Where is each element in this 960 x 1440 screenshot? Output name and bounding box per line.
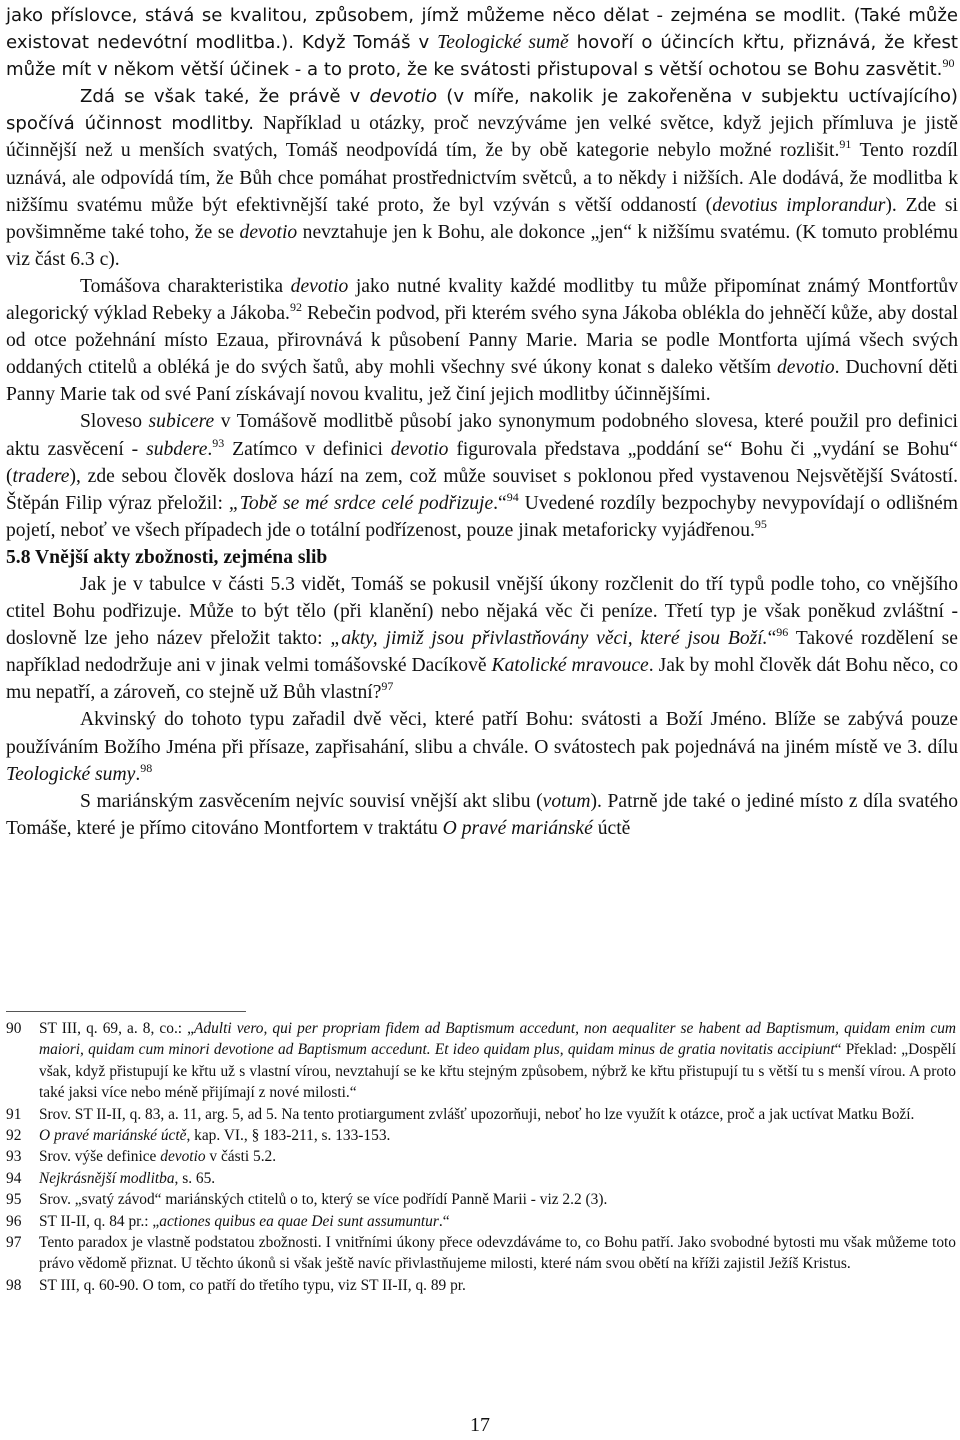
main-text xyxy=(6,0,958,842)
footnote-91: 91 Srov. ST II-II, q. 83, a. 11, arg. 5, ad 5. Na tento protiargument zvlášť upozorňuji, neboť ho lze využít k otázce, proč a jak uctívat Matku Boží. xyxy=(6,1105,915,1123)
paragraph-5: Jak je v tabulce v části 5.3 vidět, Tomáš se pokusil vnější úkony rozčlenit do tří typů podle toho, co vnějšího ctitel Bohu podřizuje. Může to být tělo (při klanění) nebo nějaká věc či peníze. Třetí typ je však poněkud zvláštní - doslovně lze jeho název přeložit takto: „akty, jimiž jsou přivlastňovány věci, které jsou Boží.“$^{96}$ Takové rozdělení se například nedodržuje ani v jinak velmi tomášovské Dacíkově Katolické mravouce. Jak by mohl člověk dát Bohu něco, co mu nepatří, a zároveň, co stejně už Bůh vlastní?$^{97}$ xyxy=(6,573,958,704)
footnote-93: 93 Srov. výše definice devotio v části 5.2. xyxy=(6,1148,277,1166)
paragraph-7: S mariánským zasvěcením nejvíc souvisí vnější akt slibu (votum). Patrně jde také o jediné místo z díla svatého Tomáše, které je přímo citováno Montfortem v traktátu O pravé mariánské úctě xyxy=(6,790,958,839)
footnote-98: 98 ST III, q. 60-90. O tom, co patří do třetího typu, viz ST II-II, q. 89 pr. xyxy=(6,1276,466,1294)
page-number: 17 xyxy=(470,1414,490,1436)
section-heading: 5.8 Vnější akty zbožnosti, zejména slib xyxy=(6,546,328,568)
footnote-ref-90[interactable]: 90 xyxy=(942,56,955,71)
paragraph-4: Sloveso subicere v Tomášově modlitbě působí jako synonymum podobného slovesa, které použil pro definici aktu zasvěcení - subdere.$^{93}$ Zatímco v definici devotio figurovala představa „poddání se“ Bohu či „vydání se Bohu“ (tradere), zde sebou člověk doslova hází na zem, což může souviset s poklonou před vystavenou Nejsvětější Svátostí. Štěpán Filip výraz přeložil: „Tobě se mé srdce celé podřizuje.“$^{94}$ Uvedené rozdíly bezpochyby nevypovídají o odlišném pojetí, neboť ve všech případech jde o totální podřízenost, pouze jinak metaforicky vyjádřenou.$^{95}$ xyxy=(6,411,958,541)
footnote-ref-98[interactable]: 98 xyxy=(140,760,153,775)
footnote-ref-93[interactable]: 93 xyxy=(212,435,225,450)
paragraph-3: Tomášova charakteristika devotio jako nutné kvality každé modlitby tu může připomínat známý Montfortův alegorický výklad Rebeky a Jákoba.$^{92}$ Rebečin podvod, při kterém svého syna Jákoba oblékla do jehněčí kůže, aby dostal od otce požehnání místo Ezaua, přirovnává k působení Panny Marie. Maria se podle Montforta ujímá všech svých oddaných ctitelů a obléká je do svých šatů, aby mohli všechny své úkony konat s daleko větším devotio. Duchovní děti Panny Marie tak od své Paní získávají novou kvalitu, jež činí jejich modlitby účinnějšími. xyxy=(6,275,959,406)
footnote-ref-95[interactable]: 95 xyxy=(754,516,767,531)
footnote-separator xyxy=(6,1011,246,1012)
footnote-ref-97[interactable]: 97 xyxy=(381,679,394,694)
footnote-96: 96 ST II-II, q. 84 pr.: „actiones quibus ea quae Dei sunt assumuntur.“ xyxy=(6,1212,450,1230)
footnotes xyxy=(6,1018,956,1296)
footnote-90: 90 ST III, q. 69, a. 8, co.: „Adulti vero, qui per propriam fidem ad Baptismum accedunt, non aequaliter se habent ad Baptismum, quidam enim cum maiori, quidam cum minori devotione ad Baptismum accedunt. Et ideo quidam plus, quidam minus de gratia novitatis accipiunt“ Překlad: „Dospělí však, když přistupují ke křtu už s vlastní vírou, nevztahují se ke křtu stejným způsobem, nýbrž ke křtu přistupují tu s větší tu s menší vírou. A proto také jaksi více nebo méně přijímají z nové milosti.“ xyxy=(6,1020,956,1102)
footnote-ref-96[interactable]: 96 xyxy=(776,625,789,640)
footnote-95: 95 Srov. „svatý závod“ mariánských ctitelů o to, který se více podřídí Panně Marii - viz 2.2 (3). xyxy=(6,1191,608,1209)
footnote-ref-91[interactable]: 91 xyxy=(839,137,852,152)
footnote-92: 92 O pravé mariánské úctě, kap. VI., § 183-211, s. 133-153. xyxy=(6,1127,391,1145)
paragraph-2: Zdá se však také, že právě v devotio (v míře, nakolik je zakořeněna v subjektu uctívajícího) spočívá účinnost modlitby. Například u otázky, proč nevzýváme jen velké světce, když jejich přímluva je jistě účinnější než u menších svatých, Tomáš neodpovídá tím, že by obě kategorie nebylo možné rozlišit.$^{91}$ Tento rozdíl uznává, ale odpovídá tím, že Bůh chce pomáhat prostřednictvím světců, a to někdy i nižších. Ale dodává, že modlitba k nižšímu svatému může být efektivnější také proto, že byl vzýván s větší oddaností (devotius implorandur). Zde si povšimněme také toho, že se devotio nevztahuje jen k Bohu, ale dokonce „jen“ k nižšímu svatému. (K tomuto problému viz část 6.3 c). xyxy=(6,86,958,270)
paragraph-6: Akvinský do tohoto typu zařadil dvě věci, které patří Bohu: svátosti a Boží Jméno. Blíže se zabývá pouze používáním Božího Jména při přísaze, zapřisahání, slibu a chvále. O svátostech pak pojednává na jiném místě ve 3. dílu Teologické sumy.$^{98}$ xyxy=(6,709,958,785)
footnote-97: 97 Tento paradox je vlastně podstatou zbožnosti. I vnitřními úkony přece odevzdáváme to, co Bohu patří. Jako svobodné bytosti mu však můžeme toto právo vědomě přiznat. U těchto úkonů si však ještě navíc přivlastňujeme milosti, které nám svou obětí na kříži zajistil Ježíš Kristus. xyxy=(6,1234,956,1273)
footnote-ref-94[interactable]: 94 xyxy=(506,489,519,504)
footnote-94: 94 Nejkrásnější modlitba, s. 65. xyxy=(6,1169,216,1187)
document-page xyxy=(6,0,959,1294)
paragraph-1: jako příslovce, stává se kvalitou, způsobem, jímž můžeme něco dělat - zejména se modlit. (Také může existovat nedevótní modlitba.). Když Tomáš v Teologické sumě hovoří o účincích křtu, přiznává, že křest může mít v někom větší účinek - a to proto, že ke svátosti přistupoval s větší ochotou se Bohu zasvětit.$^{90}$ xyxy=(6,5,958,81)
footnote-ref-92[interactable]: 92 xyxy=(289,300,302,315)
